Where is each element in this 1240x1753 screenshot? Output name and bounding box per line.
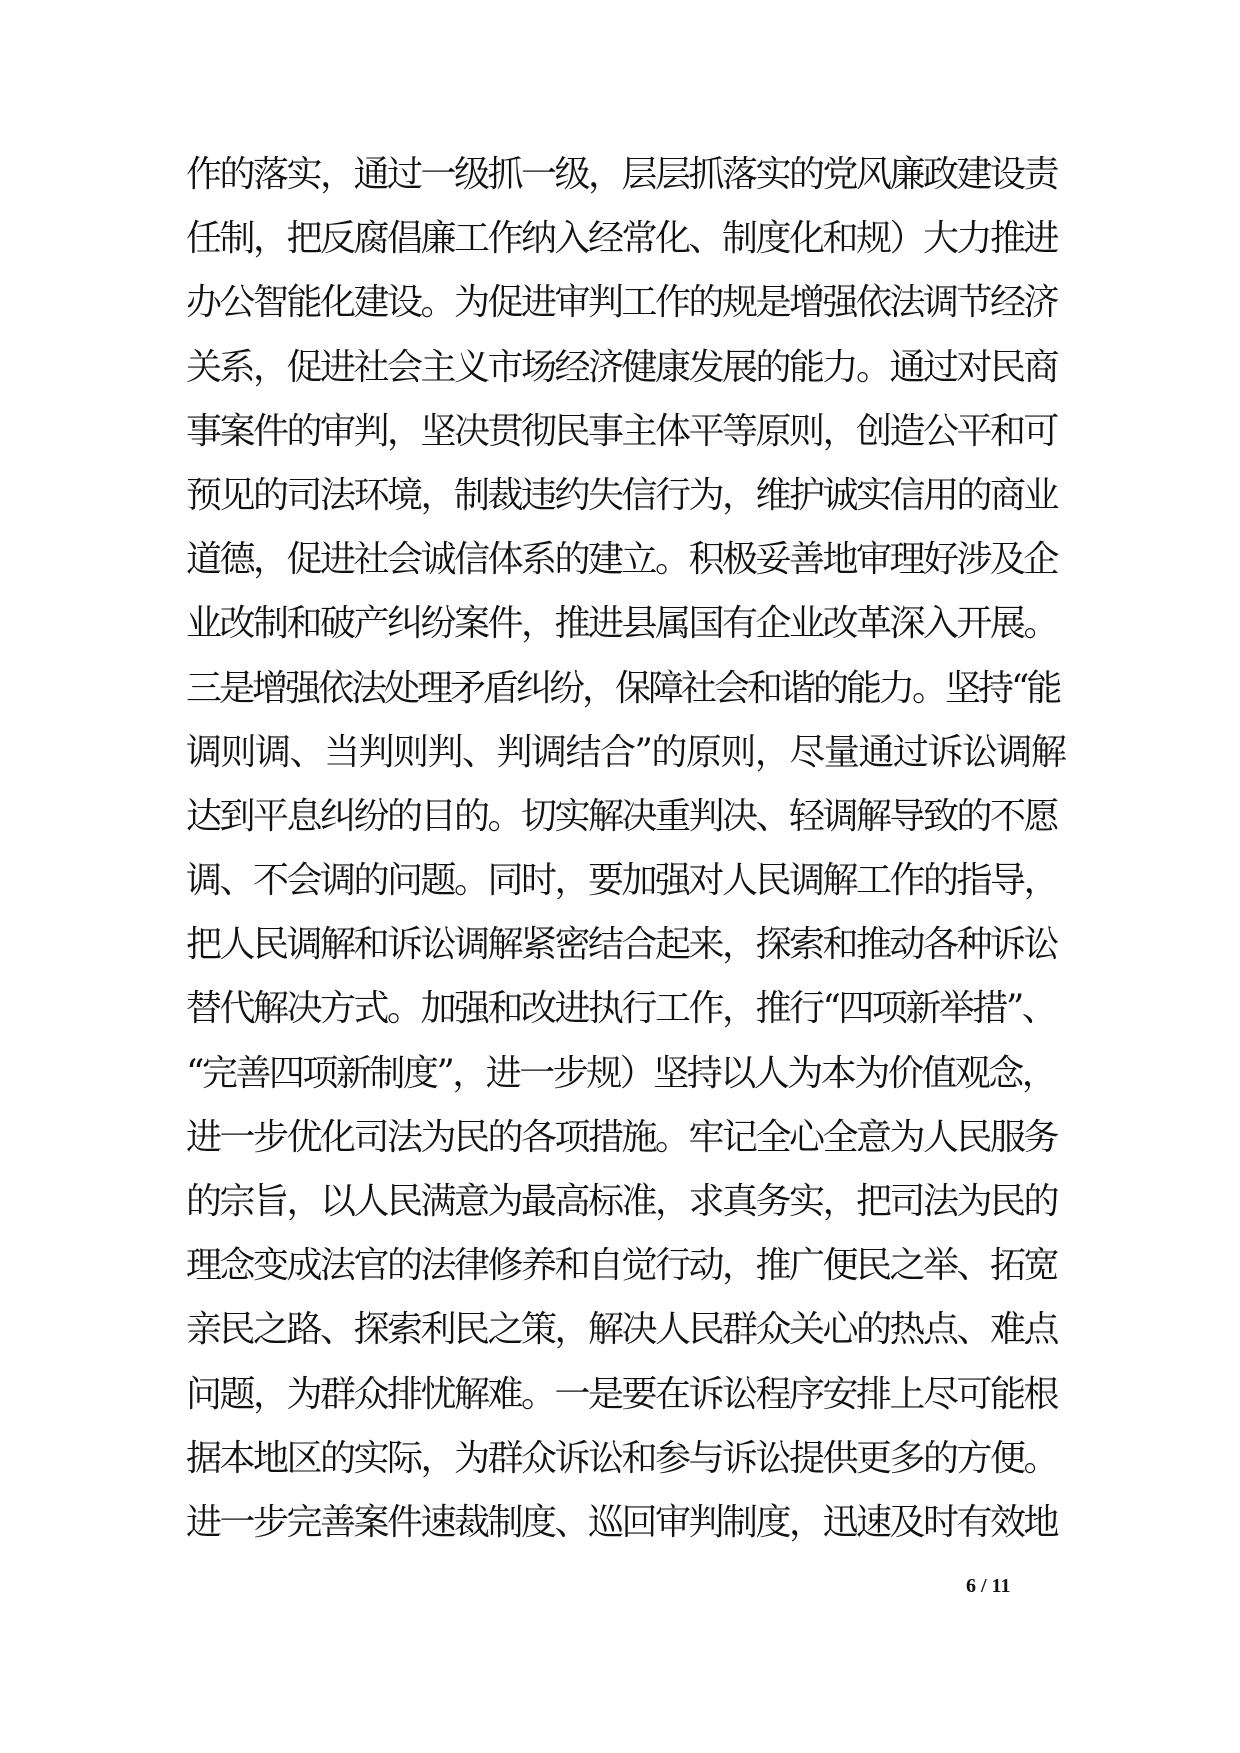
text-line: 任制，把反腐倡廉工作纳入经常化、制度化和规）大力推进	[186, 218, 1058, 260]
text-line: 进一步完善案件速裁制度、巡回审判制度，迅速及时有效地	[186, 1501, 1058, 1543]
text-line: 三是增强依法处理矛盾纠纷，保障社会和谐的能力。坚持“能	[186, 667, 1060, 709]
text-line: 据本地区的实际，为群众诉讼和参与诉讼提供更多的方便。	[186, 1437, 1058, 1479]
text-line: 把人民调解和诉讼调解紧密结合起来，探索和推动各种诉讼	[186, 924, 1058, 966]
text-line: 道德，促进社会诚信体系的建立。积极妥善地审理好涉及企	[186, 539, 1058, 581]
body-text	[186, 143, 1066, 1555]
text-line: 预见的司法环境，制裁违约失信行为，维护诚实信用的商业	[186, 474, 1058, 516]
text-line: 理念变成法官的法律修养和自觉行动，推广便民之举、拓宽	[186, 1245, 1058, 1287]
text-line: 进一步优化司法为民的各项措施。牢记全心全意为人民服务	[186, 1116, 1058, 1158]
text-line: 达到平息纠纷的目的。切实解决重判决、轻调解导致的不愿	[186, 795, 1058, 837]
text-line: 作的落实，通过一级抓一级，层层抓落实的党风廉政建设责	[186, 154, 1058, 195]
page-number: 6 / 11	[966, 1575, 1011, 1597]
text-line: 调、不会调的问题。同时，要加强对人民调解工作的指导，	[186, 860, 1058, 902]
text-line: 调则调、当判则判、判调结合”的原则，尽量通过诉讼调解	[186, 731, 1066, 773]
text-line: 问题，为群众排忧解难。一是要在诉讼程序安排上尽可能根	[186, 1373, 1058, 1415]
text-line: 办公智能化建设。为促进审判工作的规是增强依法调节经济	[186, 282, 1058, 324]
text-line: 关系，促进社会主义市场经济健康发展的能力。通过对民商	[186, 346, 1058, 388]
text-line: “完善四项新制度”，进一步规）坚持以人为本为价值观念，	[186, 1052, 1056, 1094]
text-line: 业改制和破产纠纷案件，推进县属国有企业改革深入开展。	[186, 603, 1058, 645]
text-line: 的宗旨，以人民满意为最高标准，求真务实，把司法为民的	[186, 1181, 1058, 1222]
text-line: 亲民之路、探索利民之策，解决人民群众关心的热点、难点	[186, 1309, 1058, 1351]
text-line: 事案件的审判，坚决贯彻民事主体平等原则，创造公平和可	[186, 410, 1058, 452]
text-line: 替代解决方式。加强和改进执行工作，推行“四项新举措”、	[186, 988, 1056, 1030]
